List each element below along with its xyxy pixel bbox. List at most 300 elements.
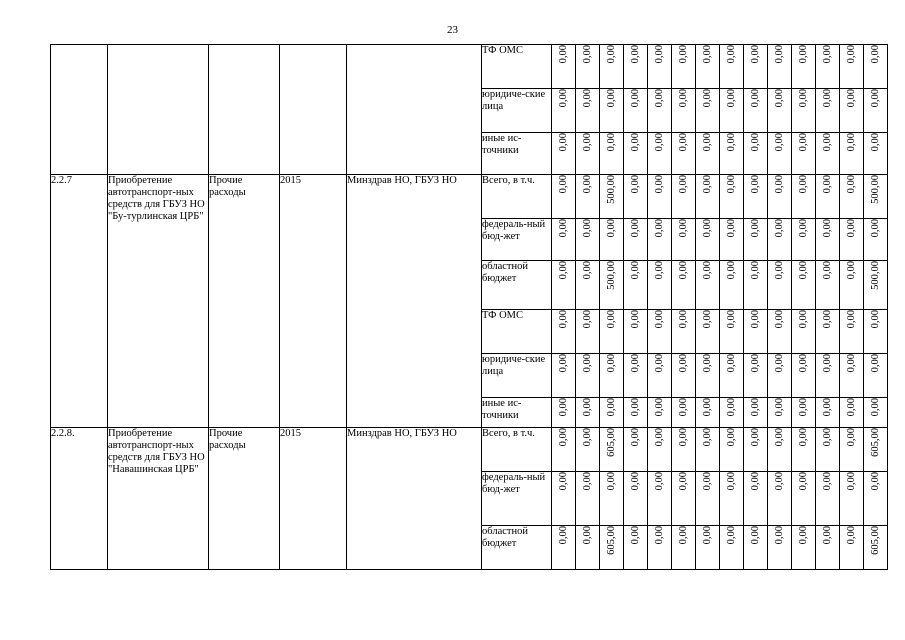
value-text: 0,00	[821, 45, 833, 64]
executor-cell: Минздрав НО, ГБУЗ НО	[347, 428, 482, 570]
value-text: 0,00	[725, 219, 737, 238]
value-cell	[576, 175, 600, 219]
value-text: 0,00	[557, 133, 569, 152]
year-cell: 2015	[280, 175, 347, 428]
value-text: 0,00	[821, 472, 833, 491]
value-text: 0,00	[845, 219, 857, 238]
value-text: 0,00	[773, 89, 785, 108]
value-cell	[576, 472, 600, 526]
value-cell	[792, 45, 816, 89]
value-cell	[792, 219, 816, 261]
value-cell	[720, 219, 744, 261]
value-cell	[672, 133, 696, 175]
value-cell	[720, 472, 744, 526]
value-text: 0,00	[749, 261, 761, 280]
value-text: 0,00	[869, 89, 881, 108]
value-text: 0,00	[701, 89, 713, 108]
value-text: 0,00	[869, 354, 881, 373]
value-text: 0,00	[629, 133, 641, 152]
value-text: 0,00	[701, 398, 713, 417]
value-cell	[864, 472, 888, 526]
value-text: 0,00	[749, 133, 761, 152]
executor-cell	[347, 45, 482, 175]
value-text: 0,00	[701, 219, 713, 238]
value-cell	[696, 175, 720, 219]
value-cell	[552, 89, 576, 133]
value-text: 0,00	[821, 261, 833, 280]
value-text: 0,00	[653, 354, 665, 373]
value-text: 0,00	[797, 175, 809, 194]
table-row	[51, 428, 888, 472]
value-cell	[840, 175, 864, 219]
value-text: 0,00	[773, 175, 785, 194]
value-text: 0,00	[605, 89, 617, 108]
value-text: 0,00	[605, 219, 617, 238]
value-cell	[840, 261, 864, 310]
value-cell	[552, 526, 576, 570]
value-text: 0,00	[797, 472, 809, 491]
funding-source: Всего, в т.ч.	[482, 175, 552, 219]
value-text: 0,00	[629, 310, 641, 329]
value-text: 0,00	[749, 45, 761, 64]
value-text: 0,00	[821, 398, 833, 417]
value-text: 0,00	[821, 219, 833, 238]
value-text: 0,00	[797, 354, 809, 373]
expense-type: Прочие расходы	[209, 428, 280, 570]
value-text: 0,00	[845, 89, 857, 108]
value-text: 0,00	[701, 261, 713, 280]
value-text: 0,00	[701, 472, 713, 491]
value-cell	[576, 354, 600, 398]
value-text: 0,00	[629, 398, 641, 417]
value-cell	[624, 261, 648, 310]
value-text: 0,00	[581, 89, 593, 108]
value-cell	[768, 45, 792, 89]
value-text: 0,00	[797, 219, 809, 238]
funding-source: юридиче-ские лица	[482, 354, 552, 398]
value-text: 0,00	[653, 89, 665, 108]
value-text: 0,00	[581, 219, 593, 238]
value-cell	[744, 526, 768, 570]
value-text: 0,00	[725, 428, 737, 447]
value-cell	[624, 428, 648, 472]
value-cell	[672, 398, 696, 428]
value-cell	[840, 45, 864, 89]
value-text: 0,00	[797, 45, 809, 64]
value-cell	[576, 398, 600, 428]
value-text: 0,00	[821, 133, 833, 152]
value-text: 0,00	[749, 526, 761, 545]
value-text: 0,00	[845, 310, 857, 329]
value-cell	[864, 175, 888, 219]
expense-type	[209, 45, 280, 175]
item-name: Приобретение автотранспорт-ных средств для ГБУЗ НО "Бу-турлинская ЦРБ"	[108, 175, 209, 428]
value-cell	[744, 219, 768, 261]
expense-type: Прочие расходы	[209, 175, 280, 428]
value-cell	[816, 219, 840, 261]
value-text: 0,00	[677, 219, 689, 238]
value-text: 0,00	[749, 310, 761, 329]
value-cell	[576, 428, 600, 472]
value-text: 0,00	[725, 310, 737, 329]
value-cell	[864, 398, 888, 428]
value-text: 0,00	[749, 398, 761, 417]
value-text: 0,00	[749, 428, 761, 447]
value-cell	[792, 261, 816, 310]
value-cell	[720, 89, 744, 133]
value-text: 0,00	[677, 398, 689, 417]
value-cell	[648, 45, 672, 89]
value-cell	[720, 261, 744, 310]
value-cell	[864, 133, 888, 175]
value-cell	[648, 89, 672, 133]
value-text: 0,00	[845, 428, 857, 447]
value-cell	[600, 354, 624, 398]
value-text: 0,00	[581, 472, 593, 491]
value-cell	[648, 398, 672, 428]
value-text: 0,00	[869, 398, 881, 417]
value-cell	[600, 310, 624, 354]
value-cell	[696, 472, 720, 526]
value-text: 0,00	[629, 526, 641, 545]
value-cell	[816, 175, 840, 219]
value-text: 0,00	[797, 398, 809, 417]
value-cell	[768, 175, 792, 219]
value-text: 0,00	[653, 45, 665, 64]
value-text: 605,00	[605, 428, 617, 457]
value-text: 0,00	[581, 354, 593, 373]
value-cell	[744, 175, 768, 219]
value-cell	[600, 526, 624, 570]
funding-source: федераль-ный бюд-жет	[482, 472, 552, 526]
value-text: 0,00	[725, 354, 737, 373]
value-text: 0,00	[845, 472, 857, 491]
value-text: 0,00	[797, 428, 809, 447]
value-cell	[552, 354, 576, 398]
value-cell	[840, 133, 864, 175]
value-cell	[768, 354, 792, 398]
value-cell	[672, 219, 696, 261]
value-cell	[624, 133, 648, 175]
value-cell	[864, 261, 888, 310]
value-cell	[864, 428, 888, 472]
value-cell	[648, 219, 672, 261]
value-cell	[840, 89, 864, 133]
value-text: 0,00	[653, 133, 665, 152]
value-cell	[672, 89, 696, 133]
value-text: 0,00	[653, 428, 665, 447]
value-text: 0,00	[677, 89, 689, 108]
value-text: 0,00	[773, 133, 785, 152]
value-cell	[816, 133, 840, 175]
value-text: 0,00	[557, 472, 569, 491]
value-cell	[624, 89, 648, 133]
value-cell	[816, 526, 840, 570]
value-cell	[624, 45, 648, 89]
value-text: 0,00	[677, 45, 689, 64]
value-cell	[648, 310, 672, 354]
value-text: 0,00	[677, 310, 689, 329]
value-cell	[624, 472, 648, 526]
value-cell	[696, 89, 720, 133]
value-cell	[792, 133, 816, 175]
value-text: 0,00	[557, 175, 569, 194]
value-text: 0,00	[749, 175, 761, 194]
funding-source: ТФ ОМС	[482, 310, 552, 354]
value-text: 0,00	[653, 310, 665, 329]
item-code	[51, 45, 108, 175]
value-cell	[768, 310, 792, 354]
value-text: 0,00	[845, 526, 857, 545]
value-cell	[600, 472, 624, 526]
value-cell	[576, 45, 600, 89]
value-text: 0,00	[629, 428, 641, 447]
value-cell	[648, 133, 672, 175]
funding-source: областной бюджет	[482, 261, 552, 310]
value-cell	[744, 45, 768, 89]
value-cell	[696, 354, 720, 398]
value-cell	[720, 175, 744, 219]
value-text: 0,00	[749, 219, 761, 238]
item-name: Приобретение автотранспорт-ных средств для ГБУЗ НО "Навашинская ЦРБ"	[108, 428, 209, 570]
value-cell	[696, 45, 720, 89]
value-cell	[672, 310, 696, 354]
value-cell	[840, 526, 864, 570]
value-text: 0,00	[677, 428, 689, 447]
value-cell	[744, 310, 768, 354]
value-cell	[744, 133, 768, 175]
value-text: 0,00	[581, 398, 593, 417]
value-cell	[672, 354, 696, 398]
funding-source: областной бюджет	[482, 526, 552, 570]
funding-source: юридиче-ские лица	[482, 89, 552, 133]
value-text: 0,00	[725, 261, 737, 280]
value-text: 0,00	[821, 89, 833, 108]
value-text: 0,00	[605, 398, 617, 417]
value-text: 0,00	[653, 261, 665, 280]
value-cell	[744, 354, 768, 398]
value-cell	[768, 428, 792, 472]
value-text: 0,00	[605, 354, 617, 373]
value-cell	[816, 398, 840, 428]
value-cell	[816, 354, 840, 398]
value-cell	[792, 472, 816, 526]
value-text: 0,00	[821, 428, 833, 447]
value-cell	[744, 261, 768, 310]
value-text: 0,00	[653, 526, 665, 545]
value-cell	[552, 398, 576, 428]
value-text: 605,00	[605, 526, 617, 555]
value-cell	[744, 89, 768, 133]
value-cell	[816, 472, 840, 526]
table-row	[51, 45, 888, 89]
value-cell	[624, 175, 648, 219]
value-cell	[864, 219, 888, 261]
value-cell	[720, 526, 744, 570]
value-text: 0,00	[677, 472, 689, 491]
value-text: 0,00	[869, 472, 881, 491]
value-cell	[792, 354, 816, 398]
value-text: 0,00	[773, 428, 785, 447]
value-cell	[576, 261, 600, 310]
value-text: 0,00	[749, 472, 761, 491]
value-cell	[744, 472, 768, 526]
funding-source: ТФ ОМС	[482, 45, 552, 89]
value-text: 0,00	[869, 45, 881, 64]
executor-cell: Минздрав НО, ГБУЗ НО	[347, 175, 482, 428]
value-text: 0,00	[701, 354, 713, 373]
item-name	[108, 45, 209, 175]
value-cell	[720, 428, 744, 472]
page-number: 23	[447, 24, 458, 36]
value-text: 0,00	[653, 398, 665, 417]
value-text: 0,00	[581, 175, 593, 194]
value-text: 0,00	[797, 526, 809, 545]
value-text: 0,00	[653, 175, 665, 194]
value-text: 0,00	[581, 526, 593, 545]
value-cell	[576, 89, 600, 133]
value-cell	[552, 219, 576, 261]
value-text: 0,00	[653, 472, 665, 491]
value-cell	[648, 428, 672, 472]
value-text: 0,00	[629, 472, 641, 491]
value-cell	[624, 354, 648, 398]
value-cell	[720, 133, 744, 175]
value-cell	[744, 428, 768, 472]
year-cell: 2015	[280, 428, 347, 570]
value-text: 605,00	[869, 526, 881, 555]
value-text: 500,00	[605, 261, 617, 290]
value-cell	[744, 398, 768, 428]
value-cell	[672, 428, 696, 472]
value-text: 0,00	[725, 89, 737, 108]
value-cell	[840, 472, 864, 526]
value-cell	[552, 261, 576, 310]
value-cell	[576, 133, 600, 175]
value-text: 0,00	[725, 526, 737, 545]
value-text: 0,00	[629, 354, 641, 373]
value-cell	[672, 261, 696, 310]
value-text: 0,00	[605, 45, 617, 64]
value-text: 0,00	[701, 45, 713, 64]
value-text: 0,00	[869, 133, 881, 152]
budget-table	[50, 44, 888, 570]
value-cell	[600, 133, 624, 175]
value-cell	[600, 398, 624, 428]
value-text: 0,00	[797, 89, 809, 108]
value-text: 0,00	[581, 261, 593, 280]
value-text: 0,00	[725, 133, 737, 152]
value-cell	[720, 310, 744, 354]
value-text: 0,00	[629, 175, 641, 194]
value-cell	[648, 261, 672, 310]
value-text: 0,00	[653, 219, 665, 238]
value-cell	[696, 310, 720, 354]
value-text: 0,00	[677, 133, 689, 152]
value-text: 0,00	[677, 175, 689, 194]
value-text: 0,00	[629, 219, 641, 238]
value-cell	[624, 310, 648, 354]
value-text: 0,00	[701, 175, 713, 194]
value-cell	[600, 45, 624, 89]
value-text: 0,00	[557, 219, 569, 238]
value-cell	[792, 398, 816, 428]
value-text: 0,00	[749, 89, 761, 108]
value-cell	[768, 472, 792, 526]
value-cell	[840, 310, 864, 354]
value-cell	[816, 310, 840, 354]
value-text: 500,00	[605, 175, 617, 204]
funding-source: иные ис-точники	[482, 133, 552, 175]
value-text: 0,00	[629, 89, 641, 108]
value-cell	[864, 354, 888, 398]
value-cell	[864, 45, 888, 89]
value-text: 0,00	[821, 526, 833, 545]
value-text: 0,00	[677, 526, 689, 545]
value-cell	[552, 175, 576, 219]
value-text: 0,00	[845, 261, 857, 280]
value-text: 0,00	[725, 175, 737, 194]
value-cell	[552, 472, 576, 526]
value-text: 0,00	[821, 310, 833, 329]
value-text: 0,00	[677, 354, 689, 373]
value-text: 0,00	[773, 526, 785, 545]
value-text: 0,00	[557, 354, 569, 373]
value-text: 0,00	[557, 310, 569, 329]
value-cell	[576, 526, 600, 570]
value-cell	[600, 219, 624, 261]
value-text: 0,00	[773, 45, 785, 64]
value-text: 0,00	[845, 398, 857, 417]
value-text: 500,00	[869, 175, 881, 204]
value-text: 0,00	[581, 310, 593, 329]
value-text: 0,00	[773, 310, 785, 329]
value-cell	[576, 310, 600, 354]
value-cell	[792, 526, 816, 570]
value-cell	[840, 219, 864, 261]
value-cell	[696, 261, 720, 310]
value-text: 0,00	[821, 354, 833, 373]
value-cell	[768, 219, 792, 261]
value-text: 0,00	[773, 354, 785, 373]
value-text: 0,00	[605, 310, 617, 329]
value-text: 0,00	[773, 472, 785, 491]
value-cell	[648, 526, 672, 570]
funding-source: иные ис-точники	[482, 398, 552, 428]
value-text: 0,00	[557, 428, 569, 447]
value-text: 0,00	[557, 45, 569, 64]
year-cell	[280, 45, 347, 175]
value-text: 0,00	[773, 398, 785, 417]
value-cell	[768, 398, 792, 428]
value-cell	[624, 398, 648, 428]
value-text: 0,00	[557, 261, 569, 280]
value-cell	[552, 133, 576, 175]
value-cell	[768, 133, 792, 175]
value-text: 0,00	[749, 354, 761, 373]
value-text: 0,00	[701, 428, 713, 447]
value-text: 0,00	[797, 261, 809, 280]
value-cell	[672, 175, 696, 219]
value-cell	[768, 261, 792, 310]
value-cell	[816, 428, 840, 472]
value-cell	[720, 45, 744, 89]
value-text: 0,00	[629, 45, 641, 64]
value-text: 0,00	[581, 428, 593, 447]
value-cell	[624, 526, 648, 570]
value-cell	[720, 354, 744, 398]
value-cell	[552, 45, 576, 89]
